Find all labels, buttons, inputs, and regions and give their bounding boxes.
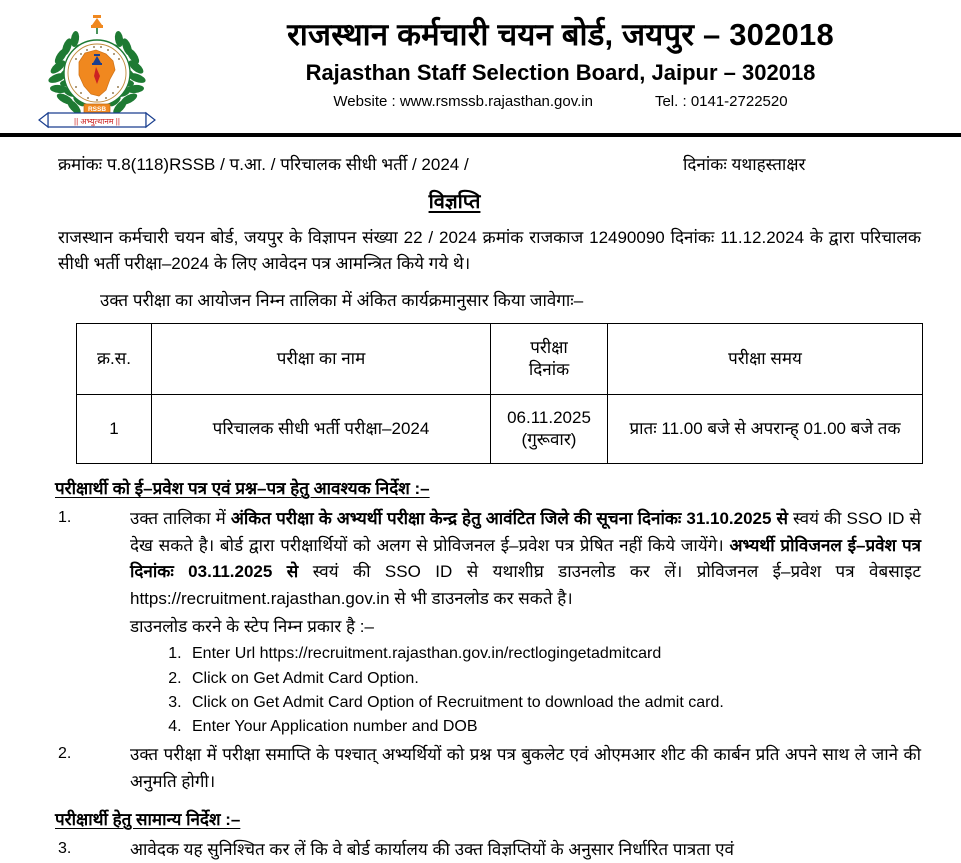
- list-item-body: आवेदक यह सुनिश्चित कर लें कि वे बोर्ड कार्यालय की उक्त विज्ञप्तियों के अनुसार निर्धारित पात्रता एवं: [130, 840, 734, 860]
- reference-number: क्रमांकः प.8(118)RSSB / प.आ. / परिचालक सीधी भर्ती / 2024 /: [58, 155, 469, 174]
- column-header-exam-name: परीक्षा का नाम: [152, 324, 491, 395]
- list-item: [58, 837, 921, 863]
- section-heading-admit-card: परीक्षार्थी को ई–प्रवेश पत्र एवं प्रश्न–पत्र हेतु आवश्यक निर्देश :–: [55, 479, 430, 499]
- instruction-seg-5: स्वयं की SSO ID से यथाशीघ्र डाउनलोड कर लें। प्रोविजनल ई–प्रवेश पत्र वेबसाइट: [298, 562, 921, 582]
- instruction-seg-3: स्वयं की SSO ID से देख सकते है। बोर्ड द्वारा परीक्षार्थियों को अलग से प्रोविजनल ई–प्रवेश पत्र प्रेषित नहीं किये जायेंगे।: [130, 509, 921, 555]
- download-steps-list: [130, 642, 921, 739]
- exam-schedule-table: [76, 323, 923, 464]
- list-item: 2. Click on Get Admit Card Option.: [186, 667, 921, 691]
- header-contact-row: [170, 93, 951, 110]
- cell-exam-name: परिचालक सीधी भर्ती परीक्षा–2024: [152, 395, 491, 464]
- column-header-exam-date-line2: दिनांक: [528, 360, 570, 380]
- document-header: [0, 0, 961, 136]
- section-heading-general: परीक्षार्थी हेतु सामान्य निर्देश :–: [55, 810, 241, 830]
- table-intro-paragraph: उक्त परीक्षा का आयोजन निम्न तालिका में अंकित कार्यक्रमानुसार किया जावेगाः–: [100, 290, 584, 310]
- cell-exam-time: प्रातः 11.00 बजे से अपरान्ह् 01.00 बजे तक: [608, 395, 923, 464]
- list-item-body: उक्त परीक्षा में परीक्षा समाप्ति के पश्चात् अभ्यर्थियों को प्रश्न पत्र बुकलेट एवं ओएमआर शीट की कार्बन प्रति अपने साथ ले जाने की अनुमति होगी।: [130, 745, 921, 791]
- header-title-block: [170, 16, 951, 110]
- telephone-text: Tel. : 0141-2722520: [654, 93, 788, 111]
- column-header-exam-date: [491, 324, 608, 395]
- column-header-serial: क्र.स.: [77, 324, 152, 395]
- instruction-seg-4-bold: अभ्यर्थी प्रोविजनल ई–प्रवेश पत्र दिनांकः 03.11.2025 से: [130, 535, 921, 582]
- cell-serial: 1: [77, 395, 152, 464]
- list-item: 3. Click on Get Admit Card Option of Recruitment to download the admit card.: [186, 691, 921, 715]
- rajasthan-staff-selection-board-emblem-icon: [36, 12, 158, 130]
- column-header-exam-date-line1: परीक्षा: [530, 337, 568, 357]
- instruction-seg-2-bold: अंकित परीक्षा के अभ्यर्थी परीक्षा केन्द्र हेतु आवंटित जिले की सूचना दिनांकः 31.10.2025 से: [230, 509, 788, 529]
- website-text: Website : www.rsmssb.rajasthan.gov.in: [333, 93, 593, 111]
- instruction-seg-1: उक्त तालिका में: [130, 509, 231, 529]
- list-item-body: [130, 506, 921, 739]
- svg-text:RSSB: RSSB: [87, 106, 107, 113]
- org-name-english: Rajasthan Staff Selection Board, Jaipur – 302018: [305, 59, 816, 85]
- cell-exam-date-line1: 06.11.2025: [507, 407, 591, 427]
- reference-row: [58, 152, 921, 175]
- download-steps-intro: डाउनलोड करने के स्टेप निम्न प्रकार है :–: [130, 616, 374, 636]
- org-name-hindi: राजस्थान कर्मचारी चयन बोर्ड, जयपुर – 302018: [287, 17, 834, 52]
- list-item: 1. Enter Url https://recruitment.rajasthan.gov.in/rectlogingetadmitcard: [186, 642, 921, 666]
- list-item-number: 1.: [58, 509, 72, 527]
- document-body: [0, 152, 961, 863]
- cell-exam-date-line2: (गुरूवार): [521, 430, 577, 450]
- instruction-seg-7: से भी डाउनलोड कर सकते है।: [389, 588, 573, 608]
- page-title: विज्ञप्ति: [428, 191, 481, 213]
- list-item: [58, 506, 921, 739]
- intro-paragraph: राजस्थान कर्मचारी चयन बोर्ड, जयपुर के विज्ञापन संख्या 22 / 2024 क्रमांक राजकाज 12490090 दिनांकः 11.12.2024 के द्वारा परिचालक सीधी भर्ती परीक्षा–2024 के लिए आवेदन पत्र आमन्त्रित किये गये थे।: [58, 228, 921, 273]
- list-item: 4. Enter Your Application number and DOB: [186, 715, 921, 739]
- list-item: [58, 742, 921, 795]
- table-row: [77, 395, 923, 464]
- reference-date: दिनांकः यथाहस्ताक्षर: [683, 155, 806, 174]
- admit-card-portal-url[interactable]: https://recruitment.rajasthan.gov.in: [130, 588, 390, 608]
- column-header-exam-time: परीक्षा समय: [608, 324, 923, 395]
- list-item-number: 2.: [58, 745, 72, 763]
- table-header-row: [77, 324, 923, 395]
- list-item-number: 3.: [58, 840, 72, 858]
- cell-exam-date: [491, 395, 608, 464]
- svg-text:|| अभ्युत्थानम ||: || अभ्युत्थानम ||: [74, 117, 120, 126]
- header-divider: [0, 133, 961, 137]
